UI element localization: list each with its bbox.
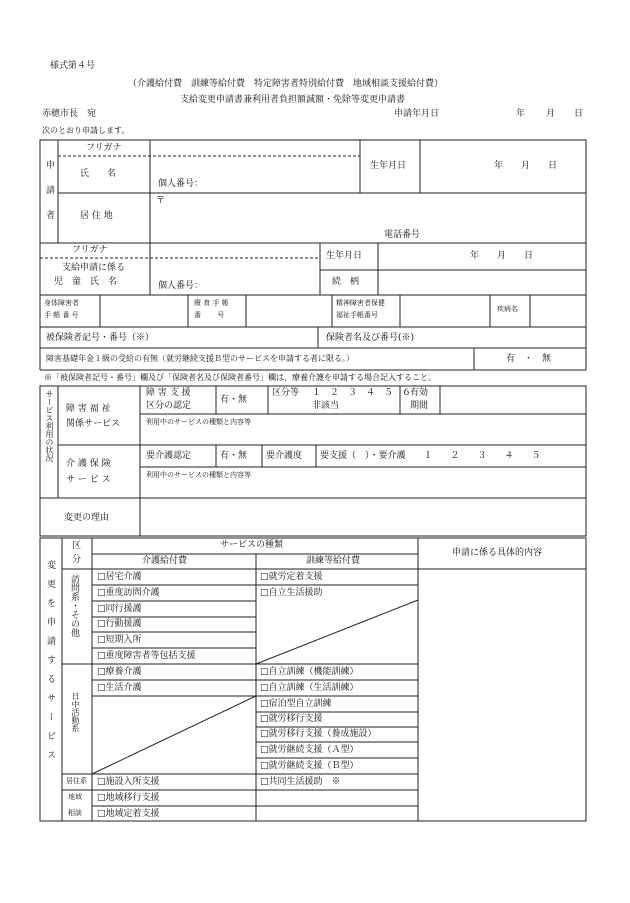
support-cert-label-l2: 区分の認定 (146, 401, 192, 411)
service-side-label: 変更を申請するサービス (45, 560, 55, 769)
kubun-label-l1: 区 (72, 541, 82, 551)
svc-kyotaku[interactable]: □居宅介護 (97, 572, 142, 582)
welfare-service-label-l1: 障 害 福 祉 (66, 404, 111, 414)
pension-label: 障害基礎年金１級の受給の有無（就労継続支援Ｂ型のサービスを申請する者に限る。） (46, 354, 354, 363)
svc-shisetsu-nyusho[interactable]: □施設入所支援 (97, 777, 160, 787)
apply-date-label: 申請年月日 (394, 109, 440, 119)
mental-handbook-label-l1: 精神障害者保健 (336, 299, 385, 307)
applicant-birth-ymd: 年 月 日 (494, 161, 558, 171)
applicant-birth-label: 生年月日 (370, 161, 407, 171)
child-birth-label: 生年月日 (326, 251, 363, 261)
not-applicable: 非該当 (312, 401, 340, 411)
svc-seikatsu[interactable]: □生活介護 (97, 683, 142, 693)
care-insurance-label-l2: サ ー ビ ス (66, 475, 111, 485)
pension-options: 有 ・ 無 (506, 354, 552, 364)
svc-kino-kunren[interactable]: □自立訓練（機能訓練） (260, 667, 359, 677)
support-cert-label-l1: 障 害 支 援 (146, 388, 191, 398)
disease-label: 疾病名 (497, 305, 518, 313)
postal-mark: 〒 (156, 196, 166, 206)
insured-number-label: 被保険者記号・番号（※） (46, 333, 155, 343)
applicant-mynumber-label: 個人番号： (158, 179, 204, 189)
group-nichu: 日中活動系 (71, 692, 80, 732)
applicant-side-label: 申請者 (44, 160, 54, 235)
child-name-label-l1: 支給申請に係る (62, 263, 126, 273)
apply-day: 日 (574, 109, 584, 119)
form-title-line2: 支給変更申請書兼利用者負担額減額・免除等変更申請書 (180, 95, 406, 105)
svc-doukou[interactable]: □同行援護 (97, 604, 142, 614)
level-label: 区分等 (272, 388, 300, 398)
welfare-in-use-label: 利用中のサービスの種類と内容等 (146, 418, 251, 426)
group-chiiki-l1: 地域 (68, 793, 82, 801)
ryoiku-handbook-label-l1: 療 育 手 帳 (194, 299, 229, 307)
svc-seikatsu-kunren[interactable]: □自立訓練（生活訓練） (260, 683, 359, 693)
child-birth-ymd: 年 月 日 (470, 251, 534, 261)
svc-chiiki-ikou[interactable]: □地域移行支援 (97, 793, 160, 803)
child-furigana-label: フリガナ (72, 245, 108, 255)
support-cert-yes-no: 有・無 (220, 395, 248, 405)
change-reason-label: 変更の理由 (64, 513, 110, 523)
svc-shukuhaku[interactable]: □宿泊型自立訓練 (260, 699, 332, 709)
child-name-label-l2: 児 童 氏 名 (54, 277, 118, 287)
svc-judo-houkatsu[interactable]: □重度障害者等包括支援 (97, 651, 196, 661)
svc-ryoyo[interactable]: □療養介護 (97, 667, 142, 677)
applicant-name-label: 氏 名 (80, 169, 117, 179)
svc-shuro-teichaku[interactable]: □就労定着支援 (260, 572, 323, 582)
level-numbers: １ ２ ３ ４ ５ ６ (312, 388, 412, 398)
addressee: 赤穂市長 宛 (42, 109, 97, 119)
kubun-label-l2: 分 (72, 555, 82, 565)
care-cert-yes-no: 有・無 (220, 451, 248, 461)
group-kyoju: 居住系 (66, 777, 87, 785)
apply-month: 月 (546, 109, 556, 119)
physical-handbook-label-l2: 手 帳 番 号 (44, 311, 79, 319)
applicant-furigana-label: フリガナ (86, 143, 122, 153)
kunren-header: 訓練等給付費 (306, 556, 361, 566)
svc-ikou[interactable]: □就労移行支援 (260, 714, 323, 724)
valid-period-label-l2: 期間 (410, 401, 429, 411)
support-care-levels: 要支援（ ）・要介護 １ ２ ３ ４ ５ (320, 451, 541, 461)
care-level-label: 要介護度 (266, 451, 303, 461)
svc-kyodo-seikatsu[interactable]: □共同生活援助 ※ (260, 777, 341, 787)
insurance-note: ※「被保険者記号・番号」欄及び「保険者名及び保険者番号」欄は、療養介護を申請する場合記入すること。 (44, 373, 436, 382)
care-in-use-label: 利用中のサービスの種類と内容等 (146, 471, 251, 479)
svc-keizoku-b[interactable]: □就労継続支援（Ｂ型） (260, 761, 359, 771)
group-houmon: 訪問系・その他 (69, 574, 79, 637)
care-cert-label: 要介護認定 (146, 451, 192, 461)
group-chiiki-l2: 相談 (68, 809, 82, 817)
svc-jiritsu-seikatsu[interactable]: □自立生活援助 (260, 588, 323, 598)
detail-header: 申請に係る具体的内容 (452, 548, 543, 558)
applicant-address-label: 居 住 地 (80, 211, 113, 221)
kaigo-header: 介護給付費 (142, 556, 188, 566)
physical-handbook-label-l1: 身体障害者 (44, 299, 79, 307)
svc-tanki[interactable]: □短期入所 (97, 635, 142, 645)
insurer-label: 保険者名及び番号(※) (326, 333, 415, 343)
form-title-line1: （介護給付費 訓練等給付費 特定障害者特別給付費 地域相談支援給付費） (128, 79, 444, 89)
relation-label: 続 柄 (332, 277, 360, 287)
ryoiku-handbook-label-l2: 番 号 (194, 311, 225, 319)
valid-period-label-l1: 有効 (410, 388, 429, 398)
form-number: 様式第４号 (50, 61, 96, 71)
svc-chiiki-teichaku[interactable]: □地域定着支援 (97, 809, 160, 819)
phone-label: 電話番号 (384, 230, 421, 240)
care-insurance-label-l1: 介 護 保 険 (66, 459, 111, 469)
service-kinds-label: サービスの種類 (220, 540, 284, 550)
child-mynumber-label: 個人番号： (158, 281, 204, 291)
svc-koudou[interactable]: □行動援護 (97, 619, 142, 629)
mental-handbook-label-l2: 福祉手帳番号 (336, 311, 378, 319)
usage-side-label: サービス利用の状況 (45, 390, 54, 462)
apply-year: 年 (516, 109, 526, 119)
welfare-service-label-l2: 関係サービス (66, 419, 121, 429)
intro-text: 次のとおり申請します。 (42, 126, 130, 135)
svc-keizoku-a[interactable]: □就労継続支援（Ａ型） (260, 745, 359, 755)
svc-judo-houmon[interactable]: □重度訪問介護 (97, 588, 160, 598)
svc-ikou-yosei[interactable]: □就労移行支援（養成施設） (260, 729, 377, 739)
